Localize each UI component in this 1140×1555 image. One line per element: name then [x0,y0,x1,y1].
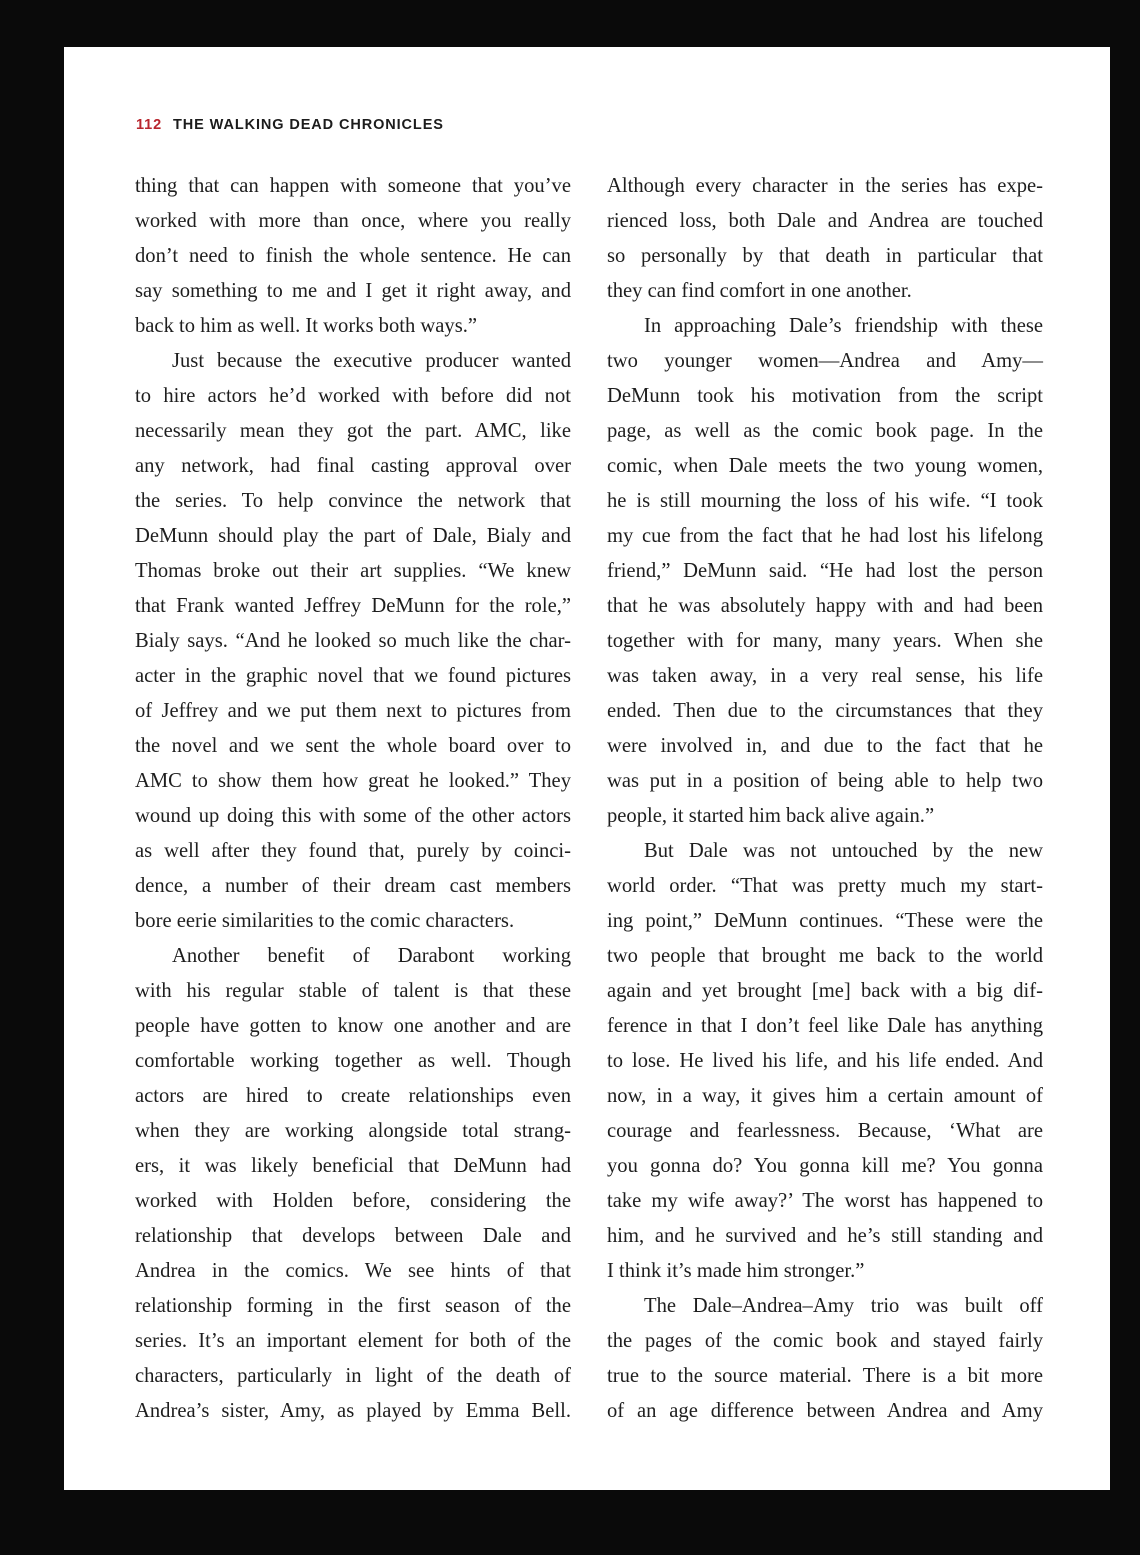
text-line: worked with Holden before, considering the [135,1190,571,1212]
right-text-column [607,169,1043,1429]
text-line: Another benefit of Darabont working [172,945,571,967]
text-line: page, as well as the comic book page. In the [607,420,1043,442]
text-line: relationship that develops between Dale and [135,1225,571,1247]
text-line: he is still mourning the loss of his wife. “I took [607,490,1043,512]
text-line: Andrea’s sister, Amy, as played by Emma Bell. [135,1400,571,1422]
text-line: now, in a way, it gives him a certain amount of [607,1085,1043,1107]
text-line: actors are hired to create relationships even [135,1085,571,1107]
text-line: any network, had final casting approval over [135,455,571,477]
text-line: world order. “That was pretty much my start- [607,875,1043,897]
text-line: people, it started him back alive again.” [607,805,935,827]
text-line: Andrea in the comics. We see hints of that [135,1260,571,1282]
text-line: ended. Then due to the circumstances that they [607,700,1043,722]
text-line: The Dale–Andrea–Amy trio was built off [644,1295,1043,1317]
text-line: thing that can happen with someone that you’ve [135,175,571,197]
text-line: take my wife away?’ The worst has happened to [607,1190,1043,1212]
text-line: In approaching Dale’s friendship with these [644,315,1043,337]
text-line: the novel and we sent the whole board over to [135,735,571,757]
text-line: again and yet brought [me] back with a big dif- [607,980,1043,1002]
text-line: the series. To help convince the network that [135,490,571,512]
book-title: THE WALKING DEAD CHRONICLES [173,117,444,133]
text-line: DeMunn should play the part of Dale, Bialy and [135,525,571,547]
left-text-column [135,169,571,1429]
text-line: DeMunn took his motivation from the script [607,385,1043,407]
text-line: ers, it was likely beneficial that DeMunn had [135,1155,571,1177]
text-line: two people that brought me back to the world [607,945,1043,967]
page-number: 112 [136,117,163,133]
text-line: my cue from the fact that he had lost his lifelong [607,525,1043,547]
text-line: with his regular stable of talent is that these [135,980,571,1002]
text-line: as well after they found that, purely by coinci- [135,840,571,862]
text-line: comic, when Dale meets the two young women, [607,455,1043,477]
text-line: dence, a number of their dream cast members [135,875,571,897]
text-line: worked with more than once, where you really [135,210,571,232]
text-line: wound up doing this with some of the other actors [135,805,571,827]
text-line: But Dale was not untouched by the new [644,840,1043,862]
text-line: to hire actors he’d worked with before did not [135,385,571,407]
text-line: don’t need to finish the whole sentence. He can [135,245,571,267]
text-line: when they are working alongside total strang- [135,1120,571,1142]
text-line: of Jeffrey and we put them next to pictures from [135,700,571,722]
text-line: ing point,” DeMunn continues. “These were the [607,910,1043,932]
text-line: ference in that I don’t feel like Dale has anything [607,1015,1043,1037]
text-line: together with for many, many years. When she [607,630,1043,652]
text-line: people have gotten to know one another and are [135,1015,571,1037]
text-line: that Frank wanted Jeffrey DeMunn for the role,” [135,595,571,617]
text-line: two younger women—Andrea and Amy— [607,350,1043,372]
text-line: back to him as well. It works both ways.” [135,315,478,337]
text-line: bore eerie similarities to the comic characters. [135,910,515,932]
text-line: was taken away, in a very real sense, his life [607,665,1043,687]
text-line: to lose. He lived his life, and his life ended. And [607,1050,1043,1072]
text-line: say something to me and I get it right away, and [135,280,571,302]
text-line: friend,” DeMunn said. “He had lost the person [607,560,1043,582]
text-line: true to the source material. There is a bit more [607,1365,1043,1387]
text-line: rienced loss, both Dale and Andrea are touched [607,210,1043,232]
text-line: AMC to show them how great he looked.” They [135,770,571,792]
text-line: relationship forming in the first season of the [135,1295,571,1317]
text-line: Although every character in the series has expe- [607,175,1043,197]
running-head [136,117,444,133]
text-line: series. It’s an important element for both of the [135,1330,571,1352]
text-line: acter in the graphic novel that we found pictures [135,665,571,687]
text-line: so personally by that death in particular that [607,245,1043,267]
text-line: was put in a position of being able to help two [607,770,1043,792]
text-line: him, and he survived and he’s still standing and [607,1225,1043,1247]
text-line: that he was absolutely happy with and had been [607,595,1043,617]
text-line: necessarily mean they got the part. AMC, like [135,420,571,442]
text-line: they can find comfort in one another. [607,280,912,302]
text-line: Thomas broke out their art supplies. “We knew [135,560,571,582]
text-line: Just because the executive producer wanted [172,350,571,372]
text-line: Bialy says. “And he looked so much like the char- [135,630,571,652]
book-page [64,47,1110,1490]
text-line: of an age difference between Andrea and Amy [607,1400,1043,1422]
text-line: characters, particularly in light of the death of [135,1365,571,1387]
text-line: courage and fearlessness. Because, ‘What are [607,1120,1043,1142]
text-line: you gonna do? You gonna kill me? You gonna [607,1155,1043,1177]
text-line: were involved in, and due to the fact that he [607,735,1043,757]
text-line: comfortable working together as well. Though [135,1050,571,1072]
text-line: the pages of the comic book and stayed fairly [607,1330,1043,1352]
text-line: I think it’s made him stronger.” [607,1260,865,1282]
